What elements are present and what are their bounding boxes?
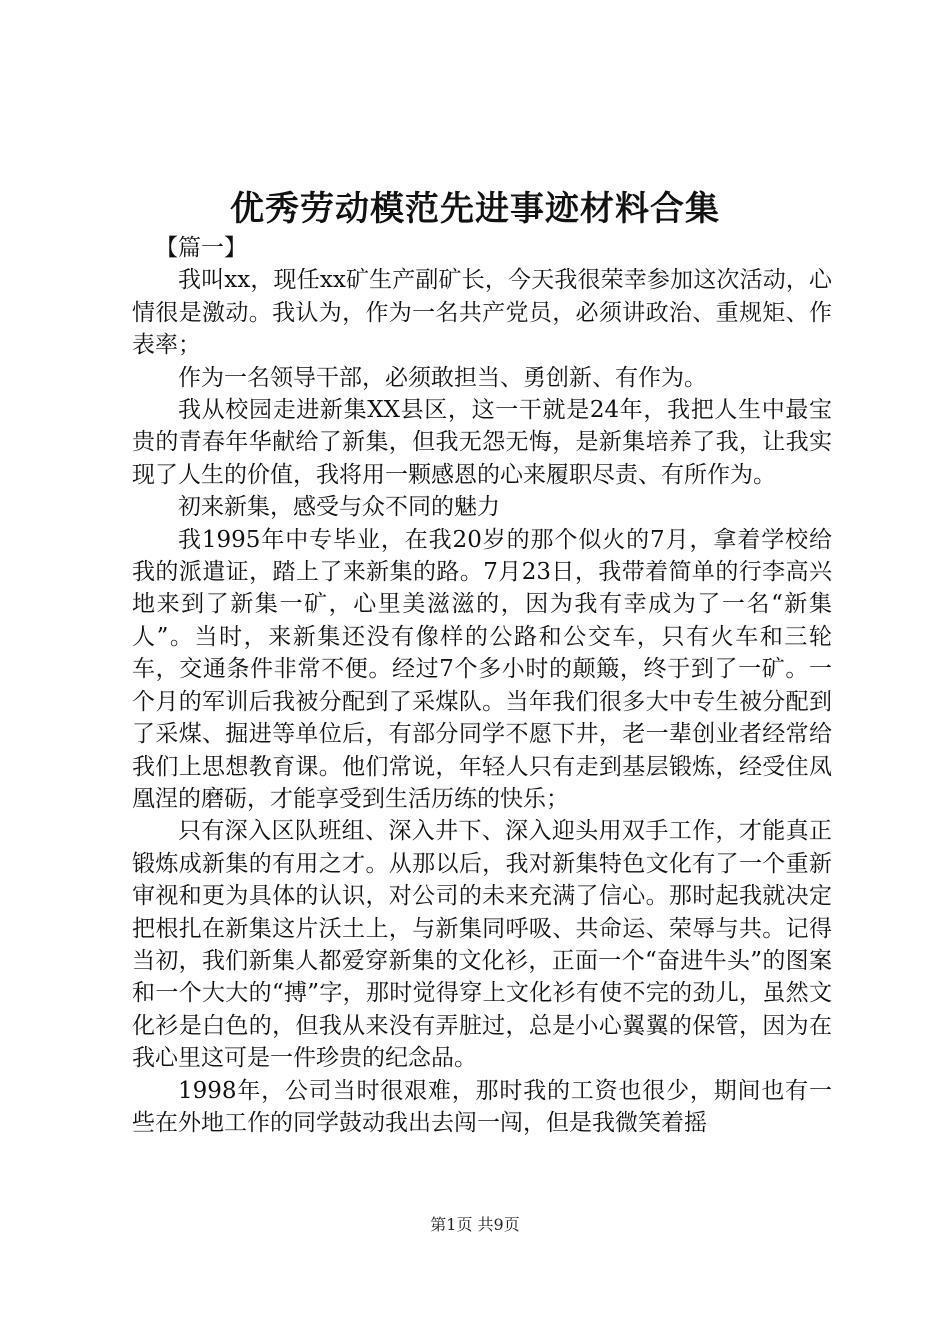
paragraph: 作为一名领导干部，必须敢担当、勇创新、有作为。 [178, 364, 707, 391]
paragraph: 只有深入区队班组、深入井下、深入迎头用双手工作，才能真正锻炼成新集的有用之才。从那以后，我对新集特色文化有了一个重新审视和更为具体的认识，对公司的未来充满了信心。那时起我就决定把根扎在新集这片沃土上，与新集同呼吸、共命运、荣辱与共。记得当初，我们新集人都爱穿新集的文化衫，正面一个“奋进牛头”的图案和一个大大的“搏”字，那时觉得穿上文化衫有使不完的劲儿，虽然文化衫是白色的，但我从来没有弄脏过，总是小心翼翼的保管，因为在我心里这可是一件珍贵的纪念品。 [132, 818, 832, 1072]
paragraph: 我从校园走进新集XX县区，这一干就是24年，我把人生中最宝贵的青春年华献给了新集，但我无怨无悔，是新集培养了我，让我实现了人生的价值，我将用一颗感恩的心来履职尽责、有所作为。 [132, 397, 832, 488]
page-footer: 第1页 共9页 [430, 1215, 520, 1234]
paragraph: 1998年，公司当时很艰难，那时我的工资也很少，期间也有一些在外地工作的同学鼓动我出去闯一闯，但是我微笑着摇 [132, 1077, 832, 1136]
document-body [132, 232, 832, 1139]
paragraph: 我叫xx，现任xx矿生产副矿长，今天我很荣幸参加这次活动，心情很是激动。我认为，作为一名共产党员，必须讲政治、重规矩、作表率； [132, 267, 832, 359]
paragraph: 我1995年中专毕业，在我20岁的那个似火的7月，拿着学校给我的派遣证，踏上了来新集的路。7月23日，我带着简单的行李高兴地来到了新集一矿，心里美滋滋的，因为我有幸成为了一名“新集人”。当时，来新集还没有像样的公路和公交车，只有火车和三轮车，交通条件非常不便。经过7个多小时的颠簸，终于到了一矿。一个月的军训后我被分配到了采煤队。当年我们很多大中专生被分配到了采煤、掘进等单位后，有部分同学不愿下井，老一辈创业者经常给我们上思想教育课。他们常说，年轻人只有走到基层锻炼，经受住凤凰涅的磨砺，才能享受到生活历练的快乐； [132, 526, 832, 812]
document-title: 优秀劳动模范先进事迹材料合集 [230, 189, 720, 229]
section-heading: 【篇一】 [155, 235, 247, 261]
subheading-paragraph: 初来新集，感受与众不同的魅力 [178, 494, 500, 521]
